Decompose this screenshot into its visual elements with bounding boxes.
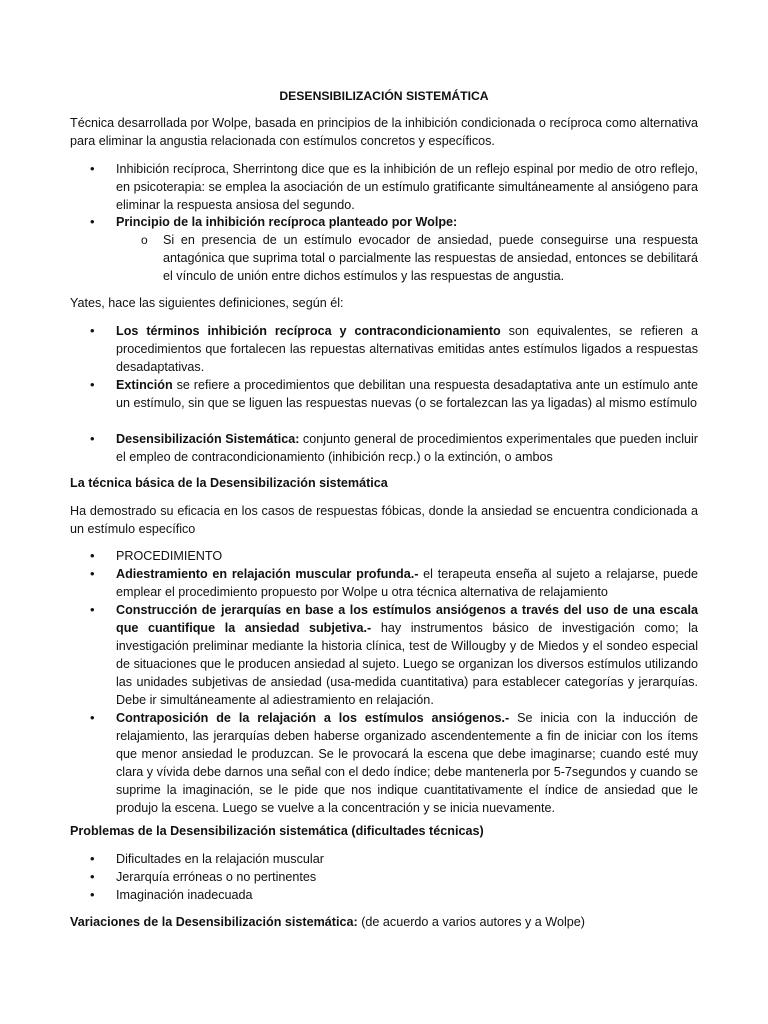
term-rest: son equivalentes, se refieren a procedimientos que fortalecen las repuestas alternativas emitidas antes estímulos ligados a respuestas desadaptativas. [116,324,698,374]
problem-item: Imaginación inadecuada [116,888,253,902]
term-bold: Desensibilización Sistemática: [116,432,300,446]
intro-paragraph: Técnica desarrollada por Wolpe, basada en principios de la inhibición condicionada o recíproca como alternativa para eliminar la angustia relacionada con estímulos concretos y específicos. [70,116,698,148]
heading-variations [70,913,698,931]
bullet-marker: • [90,710,95,725]
problem-item: Jerarquía erróneas o no pertinentes [116,870,317,884]
term-rest: conjunto general de procedimientos experimentales que pueden incluir el empleo de contracondicionamiento (inhibición recp.) o la extinción, o ambos [116,432,698,464]
bullet-marker: • [90,851,95,866]
bullet-marker: • [90,887,95,902]
bullet-marker: • [90,869,95,884]
procedure-label: PROCEDIMIENTO [116,549,223,563]
term-bold: Extinción [116,378,173,392]
sub-bullet-marker: o [141,233,148,247]
bullet-marker: • [90,323,95,338]
sub-bullet-principle-text: Si en presencia de un estímulo evocador de ansiedad, puede conseguirse una respuesta antagónica que suprima total o parcialmente las respuestas de ansiedad, entonces se debilitará el vínculo de unión entre dichos estímulos y las respuestas de angustia. [163,233,698,283]
bullet-terms-definition [116,322,698,376]
bullet-reciprocal-inhibition: Inhibición recíproca, Sherrintong dice que es la inhibición de un reflejo espinal por medio de otro reflejo, en psicoterapia: se emplea la asociación de un estímulo gratificante simultáneamente al ansiógeno para eliminar la respuesta ansiosa del segundo. [116,162,698,212]
bullet-marker: • [90,548,95,563]
term-rest: hay instrumentos básico de investigación como; la investigación preliminar mediante la historia clínica, test de Willougby y de Miedos y el sondeo especial de situaciones que le producen ansiedad al sujeto. Luego se organizan los diversos estímulos utilizando las unidades subjetivas de ansiedad (usa-medida cuantitativa) para establecer categorías y jerarquías. Debe ir simultáneamente al adiestramiento en relajación. [116,621,698,707]
bullet-extinction-definition [116,376,698,412]
bullet-ds-definition [116,430,698,466]
variations-note: (de acuerdo a varios autores y a Wolpe) [357,915,585,929]
term-bold: Construcción de jerarquías en base a los estímulos ansiógenos a través del uso de una escala que cuantifique la ansiedad subjetiva.- [116,603,698,635]
term-rest: se refiere a procedimientos que debilitan una respuesta desadaptativa ante un estímulo ante un estímulo, sin que se liguen las respuestas nuevas (o se fortalezcan las ya ligadas) al mismo estímulo [116,378,698,410]
bullet-marker: • [90,161,95,176]
bullet-marker: • [90,431,95,446]
bullet-marker: • [90,214,95,229]
bullet-relaxation-training [116,565,698,601]
heading-basic-technique: La técnica básica de la Desensibilización sistemática [70,476,388,490]
problem-item: Dificultades en la relajación muscular [116,852,324,866]
term-bold: Contraposición de la relajación a los estímulos ansiógenos.- [116,711,510,725]
document-title: DESENSIBILIZACIÓN SISTEMÁTICA [279,89,489,103]
bullet-marker: • [90,377,95,392]
efficacy-paragraph: Ha demostrado su eficacia en los casos de respuestas fóbicas, donde la ansiedad se encuentra condicionada a un estímulo específico [70,504,698,536]
yates-paragraph: Yates, hace las siguientes definiciones, según él: [70,296,344,310]
term-bold: Adiestramiento en relajación muscular profunda.- [116,567,419,581]
bullet-marker: • [90,566,95,581]
term-bold: Los términos inhibición recíproca y contracondicionamiento [116,324,501,338]
term-rest: el terapeuta enseña al sujeto a relajarse, puede emplear el procedimiento propuesto por Wolpe u otra técnica alternativa de relajamiento [116,567,698,599]
variations-bold: Variaciones de la Desensibilización sistemática: [70,915,358,929]
bullet-counterposition [116,709,698,817]
bullet-hierarchy-construction [116,601,698,709]
bullet-wolpe-principle: Principio de la inhibición recíproca planteado por Wolpe: [116,215,458,229]
heading-problems: Problemas de la Desensibilización sistemática (dificultades técnicas) [70,824,484,838]
bullet-marker: • [90,602,95,617]
term-rest: Se inicia con la inducción de relajamiento, las jerarquías deben haberse organizado ascendentemente a fin de iniciar con los ítems que menor ansiedad le produzcan. Se le provocará la escena que debe imaginarse; cuando esté muy clara y vívida debe darnos una señal con el dedo índice; debe mantenerla por 5-7segundos y cuando se suprime la imaginación, se le pide que nos indique cuantitativamente el índice de ansiedad que le produjo la escena. Luego se vuelve a la concentración y se inicia nuevamente. [116,711,698,815]
